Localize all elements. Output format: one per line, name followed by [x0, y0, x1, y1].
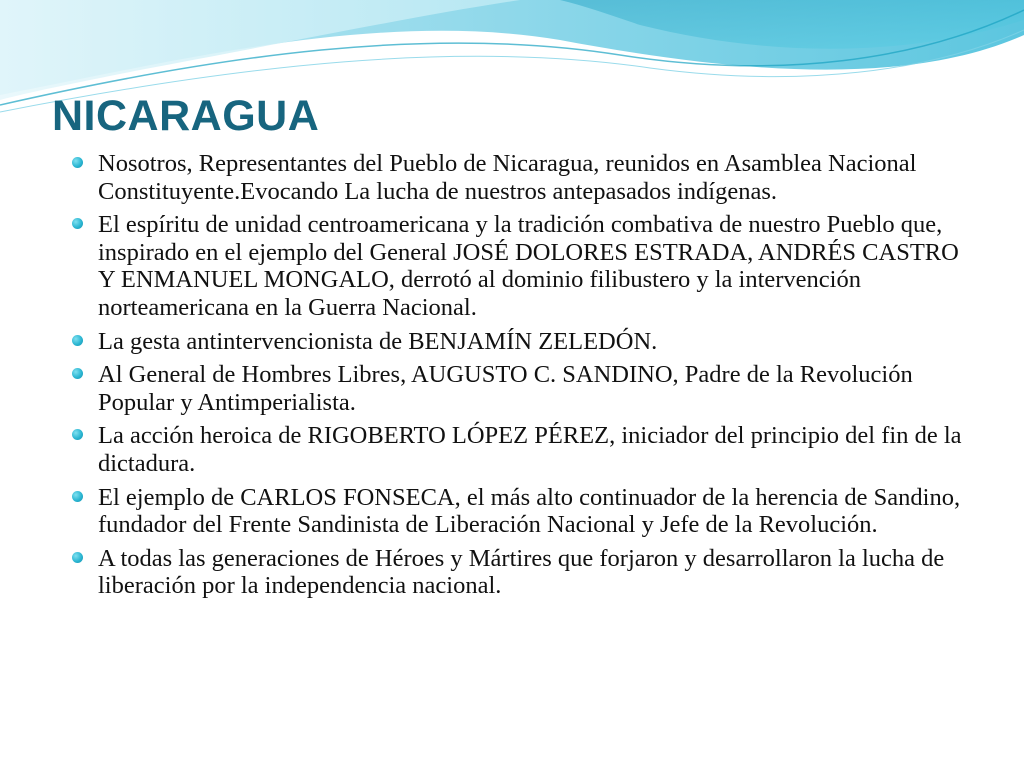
bullet-item [72, 211, 972, 321]
bullet-list [72, 150, 972, 606]
bullet-text: Al General de Hombres Libres, AUGUSTO C. SANDINO, Padre de la Revolución Popular y Antimperialista. [98, 361, 913, 416]
bullet-text: A todas las generaciones de Héroes y Mártires que forjaron y desarrollaron la lucha de liberación por la independencia nacional. [98, 544, 945, 600]
slide-title: NICARAGUA [52, 92, 320, 140]
bullet-item [72, 361, 972, 416]
bullet-dot-icon [72, 552, 83, 563]
bullet-text: La acción heroica de RIGOBERTO LÓPEZ PÉREZ, iniciador del principio del fin de la dictadura. [98, 422, 962, 477]
bullet-dot-icon [72, 157, 83, 168]
bullet-dot-icon [72, 218, 83, 229]
bullet-dot-icon [72, 368, 83, 379]
bullet-text: El espíritu de unidad centroamericana y la tradición combativa de nuestro Pueblo que, inspirado en el ejemplo del General JOSÉ DOLORES ESTRADA, ANDRÉS CASTRO Y ENMANUEL MONGALO, derrotó al dominio filibustero y la intervención norteamericana en la Guerra Nacional. [98, 211, 959, 321]
bullet-text: Nosotros, Representantes del Pueblo de Nicaragua, reunidos en Asamblea Nacional Constituyente.Evocando La lucha de nuestros antepasados indígenas. [98, 150, 917, 205]
bullet-dot-icon [72, 335, 83, 346]
bullet-item [72, 150, 972, 205]
bullet-item [72, 422, 972, 477]
bullet-text: El ejemplo de CARLOS FONSECA, el más alto continuador de la herencia de Sandino, fundador del Frente Sandinista de Liberación Nacional y Jefe de la Revolución. [98, 483, 961, 539]
bullet-dot-icon [72, 429, 83, 440]
bullet-item [72, 545, 972, 600]
bullet-item [72, 328, 972, 356]
bullet-item [72, 484, 972, 539]
bullet-dot-icon [72, 491, 83, 502]
bullet-text: La gesta antintervencionista de BENJAMÍN ZELEDÓN. [98, 327, 658, 355]
